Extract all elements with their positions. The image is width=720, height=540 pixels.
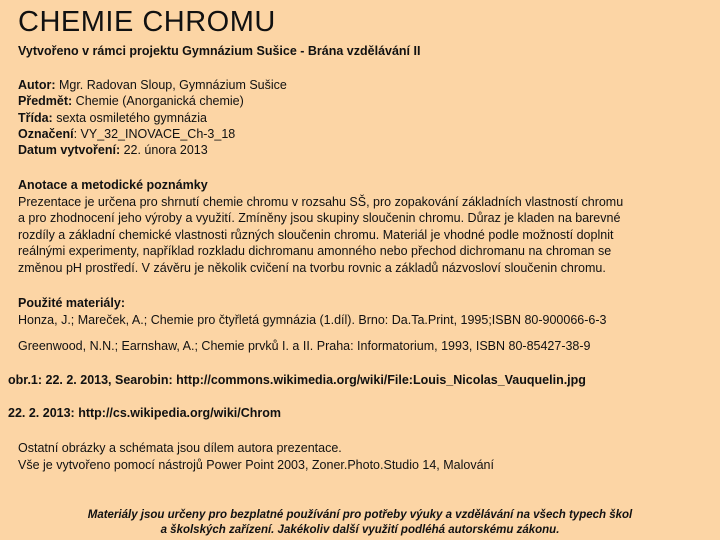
notes-line: rozdíly a základní chemické vlastnosti různých sloučenin chromu. Materiál je vhodné podle možností doplnit bbox=[18, 227, 614, 242]
code-row: Označení: VY_32_INOVACE_Ch-3_18 bbox=[18, 126, 236, 141]
subject-row: Předmět: Chemie (Anorganická chemie) bbox=[18, 94, 244, 109]
project-subtitle: Vytvořeno v rámci projektu Gymnázium Sušice - Brána vzdělávání II bbox=[18, 44, 421, 58]
page-title: CHEMIE CHROMU bbox=[18, 6, 276, 38]
notes-line: změnou pH prostředí. V závěru je několik cvičení na tvorbu rovnic a základů názvosloví sloučenin chromu. bbox=[18, 260, 606, 275]
date-row: Datum vytvoření: 22. února 2013 bbox=[18, 143, 208, 158]
license-footer bbox=[50, 508, 670, 538]
image-source: obr.1: 22. 2. 2013, Searobin: http://commons.wikimedia.org/wiki/File:Louis_Nicolas_Vauquelin.jpg bbox=[8, 373, 586, 387]
notes-line: reálnými experimenty, například rozkladu dichromanu amonného nebo přechod dichromanu na chroman se bbox=[18, 244, 612, 258]
notes-section bbox=[18, 177, 708, 276]
notes-line: Prezentace je určena pro shrnutí chemie chromu v rozsahu SŠ, pro zopakování základních vlastností chromu bbox=[18, 194, 624, 209]
author-row: Autor: Mgr. Radovan Sloup, Gymnázium Sušice bbox=[18, 78, 287, 92]
reference-item: Greenwood, N.N.; Earnshaw, A.; Chemie prvků I. a II. Praha: Informatorium, 1993, ISBN 80-85427-38-9 bbox=[18, 339, 591, 353]
image-source: 22. 2. 2013: http://cs.wikipedia.org/wiki/Chrom bbox=[8, 406, 281, 420]
metadata-block bbox=[18, 77, 287, 158]
notes-heading: Anotace a metodické poznámky bbox=[18, 178, 208, 192]
materials-section bbox=[18, 295, 708, 328]
reference-item: Honza, J.; Mareček, A.; Chemie pro čtyřletá gymnázia (1.díl). Brno: Da.Ta.Print, 1995;ISBN 80-900066-6-3 bbox=[18, 312, 607, 327]
other-credits bbox=[18, 440, 708, 473]
materials-heading: Použité materiály: bbox=[18, 296, 125, 310]
notes-line: a pro zhodnocení jeho výroby a využití. Zmíněny jsou skupiny sloučenin chromu. Důraz je kladen na barevné bbox=[18, 211, 621, 225]
footer-line: a školských zařízení. Jakékoliv další využití podléhá autorskému zákonu. bbox=[160, 524, 560, 536]
footer-line: Materiály jsou určeny pro bezplatné používání pro potřeby výuky a vzdělávání na všech typech škol bbox=[87, 509, 633, 521]
class-row: Třída: sexta osmiletého gymnázia bbox=[18, 110, 207, 125]
other-credits-line: Vše je vytvořeno pomocí nástrojů Power Point 2003, Zoner.Photo.Studio 14, Malování bbox=[18, 457, 494, 472]
other-credits-line: Ostatní obrázky a schémata jsou dílem autora prezentace. bbox=[18, 441, 342, 455]
